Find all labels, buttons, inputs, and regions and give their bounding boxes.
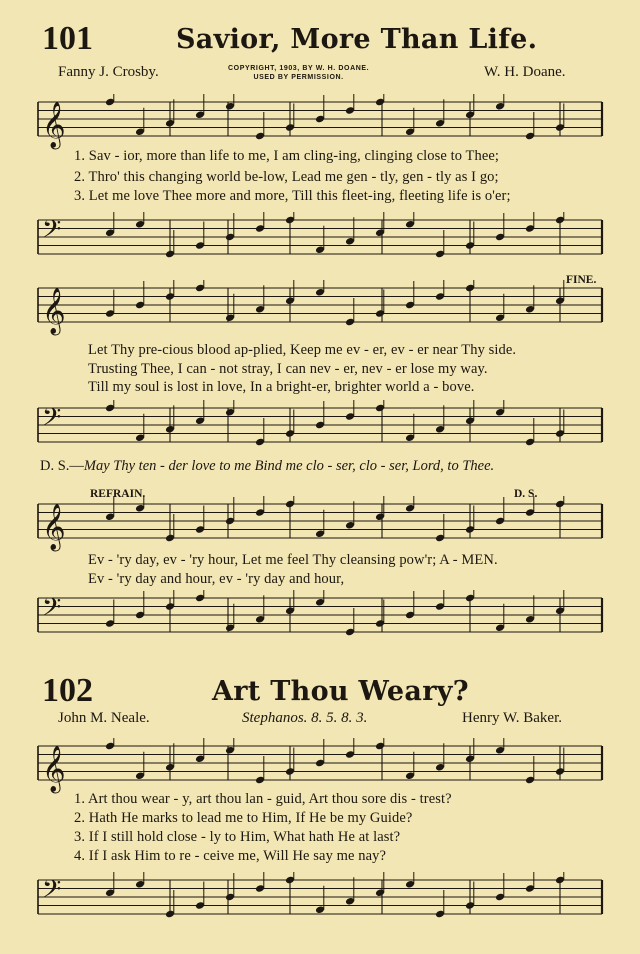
lyric-line: Till my soul is lost in love, In a bright-er, brighter world a - bove.: [88, 379, 475, 395]
lyric-line: 2. Thro' this changing world be-low, Lead me gen - tly, gen - tly as I go;: [74, 169, 499, 185]
composer-credit: Henry W. Baker.: [462, 710, 562, 726]
refrain-lyric: Ev - 'ry day and hour, ev - 'ry day and hour,: [88, 571, 345, 587]
copyright-line: COPYRIGHT, 1903, BY W. H. DOANE.: [228, 65, 370, 72]
fine-mark: FINE.: [566, 274, 597, 286]
tune-name: Stephanos. 8. 5. 8. 3.: [242, 710, 368, 726]
bass-staff: [0, 400, 640, 460]
hymn-number: 102: [42, 672, 93, 709]
lyric-line: 1. Art thou wear - y, art thou lan - guid, Art thou sore dis - trest?: [74, 791, 452, 807]
svg-text:𝄞: 𝄞: [42, 746, 66, 792]
svg-text:𝄢: 𝄢: [42, 403, 62, 438]
lyric-line: 4. If I ask Him to re - ceive me, Will He say me nay?: [74, 848, 387, 864]
svg-text:𝄞: 𝄞: [42, 102, 66, 148]
treble-staff: [0, 738, 640, 798]
lyric-line: 3. Let me love Thee more and more, Till this fleet-ing, fleeting life is o'er;: [74, 188, 511, 204]
lyric-line: Trusting Thee, I can - not stray, I can nev - er, nev - er lose my way.: [88, 361, 488, 377]
svg-text:𝄢: 𝄢: [42, 593, 62, 628]
svg-text:𝄞: 𝄞: [42, 504, 66, 550]
bass-staff: [0, 212, 640, 272]
author-credit: John M. Neale.: [58, 710, 150, 726]
bass-staff: [0, 590, 640, 650]
dal-segno-line: [40, 458, 494, 475]
treble-staff: [0, 496, 640, 556]
svg-text:𝄢: 𝄢: [42, 875, 62, 910]
copyright-notice: [228, 64, 369, 82]
svg-text:𝄞: 𝄞: [42, 288, 66, 334]
refrain-lyric: Ev - 'ry day, ev - 'ry hour, Let me feel Thy cleansing pow'r; A - MEN.: [88, 552, 498, 568]
author-credit: Fanny J. Crosby.: [58, 64, 159, 80]
refrain-label: REFRAIN.: [90, 488, 146, 500]
bass-staff: [0, 872, 640, 932]
copyright-line: USED BY PERMISSION.: [253, 74, 344, 81]
hymn-number: 101: [42, 20, 93, 57]
hymn-title: Art Thou Weary?: [212, 676, 469, 707]
hymn-title: Savior, More Than Life.: [176, 24, 538, 55]
lyric-line: 3. If I still hold close - ly to Him, What hath He at last?: [74, 829, 401, 845]
lyric-line: 2. Hath He marks to lead me to Him, If He be my Guide?: [74, 810, 413, 826]
svg-text:𝄢: 𝄢: [42, 215, 62, 250]
ds-mark: D. S.: [514, 488, 538, 500]
ds-lyric: May Thy ten - der love to me Bind me clo - ser, clo - ser, Lord, to Thee.: [83, 458, 495, 474]
lyric-line: Let Thy pre-cious blood ap-plied, Keep me ev - er, ev - er near Thy side.: [88, 342, 517, 358]
treble-staff: [0, 280, 640, 340]
composer-credit: W. H. Doane.: [484, 64, 566, 80]
lyric-line: 1. Sav - ior, more than life to me, I am cling-ing, clinging close to Thee;: [74, 148, 500, 164]
treble-staff: [0, 94, 640, 154]
ds-prefix: D. S.—: [40, 458, 84, 474]
